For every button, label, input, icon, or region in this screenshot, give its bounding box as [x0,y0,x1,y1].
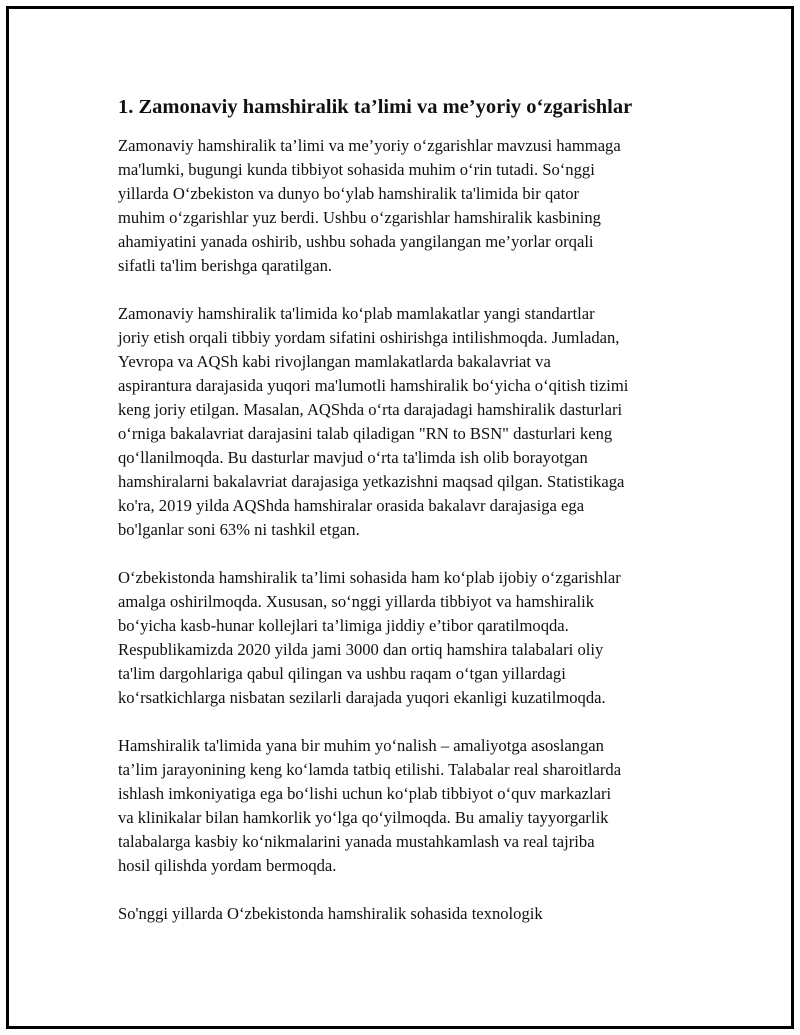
paragraph [118,134,698,278]
text-line: O‘zbekistonda hamshiralik ta’limi sohasida ham ko‘plab ijobiy o‘zgarishlar [118,568,621,587]
paragraph [118,902,698,926]
text-line: ta'lim dargohlariga qabul qilingan va ushbu raqam o‘tgan yillardagi [118,664,566,683]
text-line: joriy etish orqali tibbiy yordam sifatini oshirishga intilishmoqda. Jumladan, [118,328,620,347]
text-line: yillarda O‘zbekiston va dunyo bo‘ylab hamshiralik ta'limida bir qator [118,184,580,203]
text-line: muhim o‘zgarishlar yuz berdi. Ushbu o‘zgarishlar hamshiralik kasbining [118,208,601,227]
text-line: sifatli ta'lim berishga qaratilgan. [118,256,333,275]
text-line: talabalarga kasbiy ko‘nikmalarini yanada mustahkamlash va real tajriba [118,832,595,851]
text-line: Zamonaviy hamshiralik ta'limida ko‘plab mamlakatlar yangi standartlar [118,304,595,323]
text-line: va klinikalar bilan hamkorlik yo‘lga qo‘yilmoqda. Bu amaliy tayyorgarlik [118,808,609,827]
text-line: aspirantura darajasida yuqori ma'lumotli hamshiralik bo‘yicha o‘qitish tizimi [118,376,629,395]
text-line: hosil qilishda yordam bermoqda. [118,856,337,875]
text-line: ishlash imkoniyatiga ega bo‘lishi uchun ko‘plab tibbiyot o‘quv markazlari [118,784,612,803]
text-line: So'nggi yillarda O‘zbekistonda hamshiralik sohasida texnologik [118,904,543,923]
document-body [118,94,698,950]
text-line: Yevropa va AQSh kabi rivojlangan mamlakatlarda bakalavriat va [118,352,551,371]
text-line: amalga oshirilmoqda. Xususan, so‘nggi yillarda tibbiyot va hamshiralik [118,592,595,611]
text-line: hamshiralarni bakalavriat darajasiga yetkazishni maqsad qilgan. Statistikaga [118,472,625,491]
text-line: Respublikamizda 2020 yilda jami 3000 dan ortiq hamshira talabalari oliy [118,640,604,659]
text-line: Hamshiralik ta'limida yana bir muhim yo‘nalish – amaliyotga asoslangan [118,736,604,755]
text-line: qo‘llanilmoqda. Bu dasturlar mavjud o‘rta ta'limda ish olib borayotgan [118,448,588,467]
text-line: ahamiyatini yanada oshirib, ushbu sohada yangilangan me’yorlar orqali [118,232,594,251]
text-line: o‘rniga bakalavriat darajasini talab qiladigan "RN to BSN" dasturlari keng [118,424,613,443]
text-line: bo‘yicha kasb-hunar kollejlari ta’limiga jiddiy e’tibor qaratilmoqda. [118,616,569,635]
paragraph [118,566,698,710]
text-line: ta’lim jarayonining keng ko‘lamda tatbiq etilishi. Talabalar real sharoitlarda [118,760,622,779]
paragraph [118,734,698,878]
text-line: keng joriy etilgan. Masalan, AQShda o‘rta darajadagi hamshiralik dasturlari [118,400,623,419]
section-heading: 1. Zamonaviy hamshiralik ta’limi va me’yoriy o‘zgarishlar [118,96,633,118]
paragraph [118,302,698,542]
text-line: ma'lumki, bugungi kunda tibbiyot sohasida muhim o‘rin tutadi. So‘nggi [118,160,595,179]
text-line: ko‘rsatkichlarga nisbatan sezilarli darajada yuqori ekanligi kuzatilmoqda. [118,688,606,707]
text-line: ko'ra, 2019 yilda AQShda hamshiralar orasida bakalavr darajasiga ega [118,496,585,515]
text-line: bo'lganlar soni 63% ni tashkil etgan. [118,520,360,539]
paragraphs-container [118,134,698,926]
text-line: Zamonaviy hamshiralik ta’limi va me’yoriy o‘zgarishlar mavzusi hammaga [118,136,621,155]
